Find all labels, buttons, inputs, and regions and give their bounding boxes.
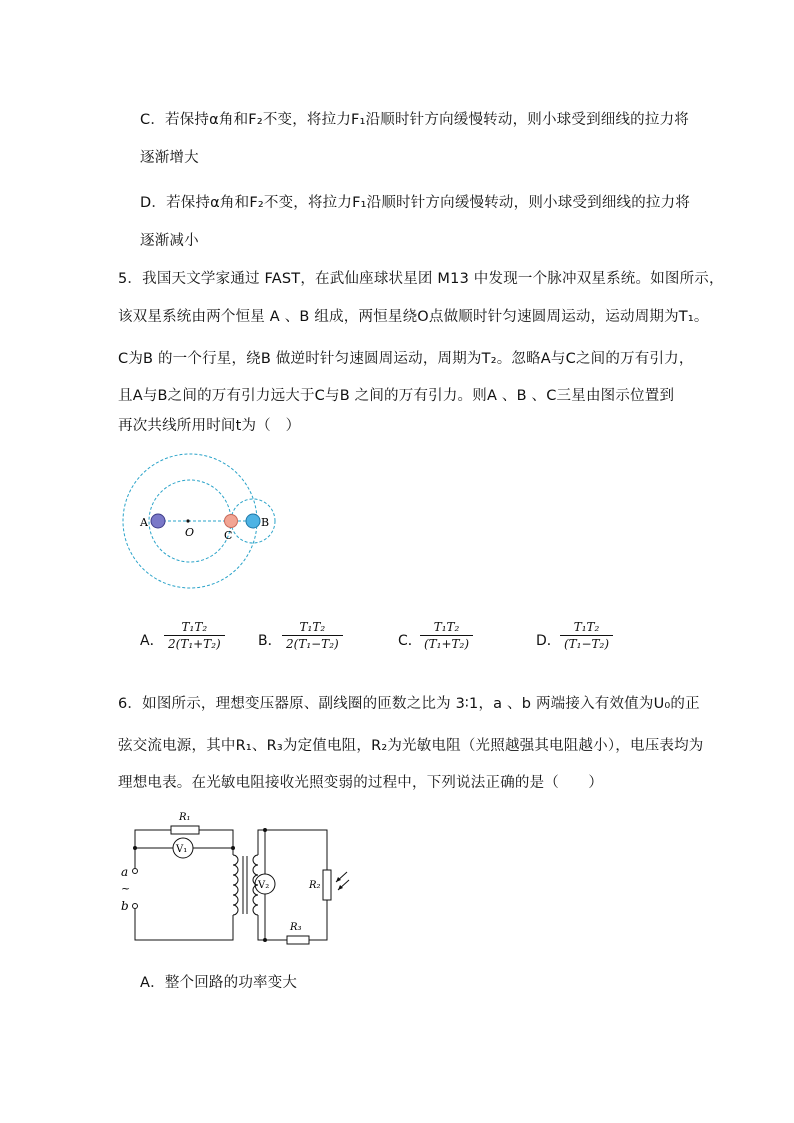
label-a-terminal: a xyxy=(121,865,129,879)
q5-option-c-numerator: T₁T₂ xyxy=(433,620,460,634)
node-secondary-top xyxy=(263,828,267,832)
q4-option-c-line1: C．若保持α角和F₂不变，将拉力F₁沿顺时针方向缓慢转动，则小球受到细线的拉力将 xyxy=(140,112,689,128)
q5-stem-line2: 该双星系统由两个恒星 A 、B 组成，两恒星绕O点做顺时针匀速圆周运动，运动周期为T₁。 xyxy=(118,309,709,325)
node-secondary-bottom xyxy=(263,938,267,942)
terminal-b xyxy=(133,904,138,909)
binary-star-diagram xyxy=(118,448,288,598)
transformer-circuit-diagram xyxy=(112,806,362,951)
q5-option-c-letter: C． xyxy=(398,633,422,649)
label-a: A xyxy=(140,516,148,529)
label-o: O xyxy=(185,526,195,539)
resistor-r1 xyxy=(171,826,199,834)
q5-option-d-denominator: (T₁−T₂) xyxy=(560,635,613,651)
q5-option-d-fraction xyxy=(560,620,613,651)
q6-option-a: A．整个回路的功率变大 xyxy=(140,975,298,991)
q5-option-a-numerator: T₁T₂ xyxy=(181,620,208,634)
q5-option-d-numerator: T₁T₂ xyxy=(573,620,600,634)
wire-secondary-bottom-right xyxy=(309,900,327,940)
resistor-r2 xyxy=(323,870,331,900)
q4-option-c-line2: 逐渐增大 xyxy=(140,150,199,166)
label-r1: R₁ xyxy=(179,812,191,823)
wire-secondary-bottom-left xyxy=(258,915,287,940)
node-top-right xyxy=(231,846,235,850)
q5-stem-line5: 再次共线所用时间t为（ ） xyxy=(118,418,301,434)
label-b-terminal: b xyxy=(121,899,129,913)
q5-option-b-fraction xyxy=(282,620,343,651)
terminal-a xyxy=(133,869,138,874)
wire-top-left xyxy=(135,830,171,848)
q5-option-d-letter: D． xyxy=(536,633,561,649)
label-v2: V₂ xyxy=(258,880,270,891)
q5-option-b-denominator: 2(T₁−T₂) xyxy=(282,635,343,651)
center-o xyxy=(186,519,189,522)
q5-stem-line4: 且A与B之间的万有引力远大于C与B 之间的万有引力。则A 、B 、C三星由图示位置到 xyxy=(118,388,675,404)
q6-stem-line3: 理想电表。在光敏电阻接收光照变弱的过程中，下列说法正确的是（ ） xyxy=(118,775,604,791)
primary-coil xyxy=(233,855,238,915)
q5-stem-line1: 5．我国天文学家通过 FAST，在武仙座球状星团 M13 中发现一个脉冲双星系统。如图所示， xyxy=(118,271,724,287)
q5-option-b-letter: B． xyxy=(258,633,282,649)
q5-stem-line3: C为B 的一个行星，绕B 做逆时针匀速圆周运动，周期为T₂。忽略A与C之间的万有引力， xyxy=(118,351,694,367)
q6-stem-line1: 6．如图所示，理想变压器原、副线圈的匝数之比为 3∶1，a 、b 两端接入有效值为U₀的正 xyxy=(118,696,700,712)
q5-option-b-numerator: T₁T₂ xyxy=(299,620,326,634)
planet-c xyxy=(225,515,238,528)
q4-option-d-line2: 逐渐减小 xyxy=(140,233,199,249)
wire-secondary-top xyxy=(258,830,327,870)
resistor-r3 xyxy=(287,936,309,944)
q5-option-a-letter: A． xyxy=(140,633,164,649)
q6-stem-line2: 弦交流电源，其中R₁、R₃为定值电阻，R₂为光敏电阻（光照越强其电阻越小），电压表均为 xyxy=(118,738,704,754)
label-c: C xyxy=(224,529,233,542)
label-tilde: ~ xyxy=(121,882,131,895)
star-a xyxy=(151,514,165,528)
q5-option-c-fraction xyxy=(420,620,473,651)
label-v1: V₁ xyxy=(176,844,188,855)
star-b xyxy=(246,514,260,528)
q4-option-d-line1: D．若保持α角和F₂不变，将拉力F₁沿顺时针方向缓慢转动，则小球受到细线的拉力将 xyxy=(140,195,691,211)
wire-bottom-left xyxy=(135,909,233,940)
q5-option-c-denominator: (T₁+T₂) xyxy=(420,635,473,651)
q5-option-a-denominator: 2(T₁+T₂) xyxy=(164,635,225,651)
q5-option-a-fraction xyxy=(164,620,225,651)
wire-top-right xyxy=(199,830,233,848)
label-r2: R₂ xyxy=(309,880,321,891)
label-r3: R₃ xyxy=(290,922,302,933)
node-top-left xyxy=(133,846,137,850)
label-b: B xyxy=(261,516,270,529)
